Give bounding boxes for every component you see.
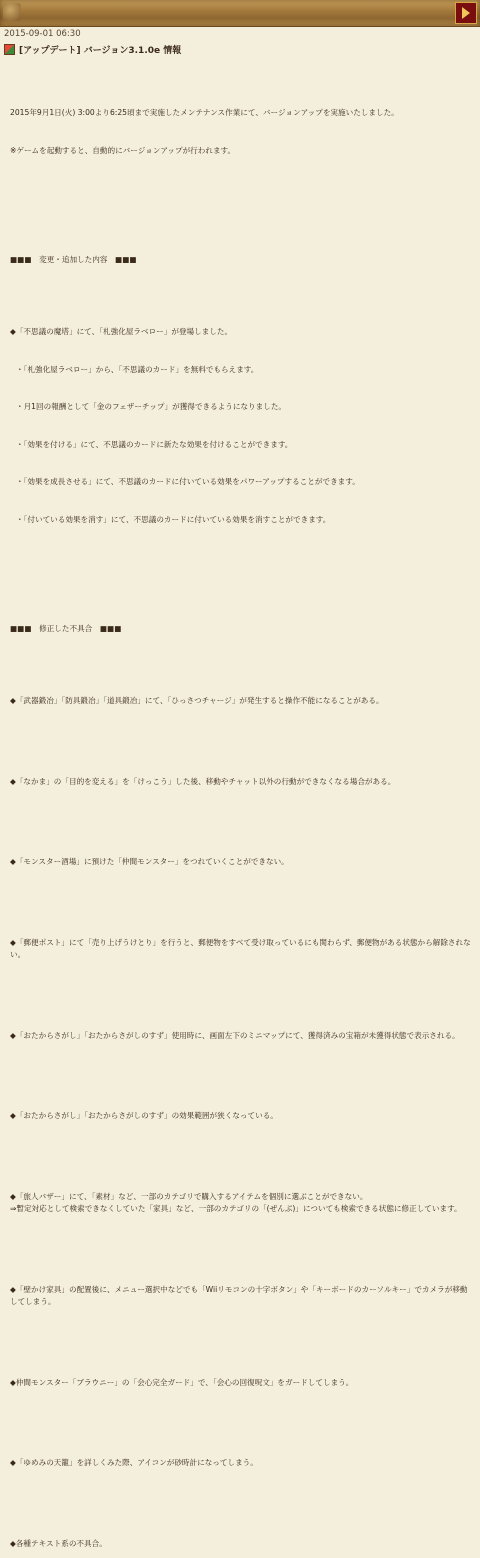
fix-item: ◆「モンスター酒場」に預けた「仲間モンスター」をつれていくことができない。 <box>10 857 289 866</box>
changes-heading: ■■■ 変更・追加した内容 ■■■ <box>10 254 137 264</box>
fix-item: ◆仲間モンスター「ブラウニー」の「会心完全ガード」で、「会心の回復呪文」をガードしてしまう。 <box>10 1377 354 1387</box>
changes-lead: ◆「不思議の魔塔」にて、「札強化屋ラベロー」が登場しました。 <box>10 327 233 336</box>
news-icon <box>4 44 15 55</box>
intro-line-2: ※ゲームを起動すると、自動的にバージョンアップが行われます。 <box>10 145 236 155</box>
changes-item: ・「付いている効果を消す」にて、不思議のカードに付いている効果を消すことができます。 <box>16 514 331 524</box>
changes-item: ・「札強化屋ラベロー」から、「不思議のカード」を無料でもらえます。 <box>16 364 259 374</box>
post-body <box>10 82 472 1558</box>
close-button[interactable] <box>455 2 477 24</box>
intro-line-1: 2015年9月1日(火) 3:00より6:25頃まで実施したメンテナンス作業にて、バージョンアップを実施いたしました。 <box>10 108 399 117</box>
fix-item: ◆「おたからさがし」「おたからさがしのすず」使用時に、画面左下のミニマップにて、獲得済みの宝箱が未獲得状態で表示される。 <box>10 1030 460 1040</box>
fixes-heading: ■■■ 修正した不具合 ■■■ <box>10 623 122 633</box>
fix-item: ◆「なかま」の「目的を変える」を「けっこう」した後、移動やチャット以外の行動ができなくなる場合がある。 <box>10 776 396 786</box>
post-title-row <box>4 43 181 56</box>
fix-item: ◆「旅人バザー」にて、「素材」など、一部のカテゴリで購入するアイテムを個別に選ぶことができない。 ⇒暫定対応として検索できなくしていた「家具」など、一部のカテゴリの「(ぜんぶ)」についても検索できる状態に修正しています。 <box>10 1191 462 1213</box>
post-date: 2015-09-01 06:30 <box>4 29 81 39</box>
fix-item: ◆「郵便ポスト」にて「売り上げうけとり」を行うと、郵便物をすべて受け取っているにも関わらず、郵便物がある状態から解除されない。 <box>10 937 471 959</box>
changes-item: ・月1回の報酬として「金のフェザーチップ」が獲得できるようになりました。 <box>16 402 287 411</box>
arrow-right-icon <box>462 7 470 19</box>
ornament-icon <box>3 3 21 21</box>
fix-item: ◆各種テキスト系の不具合。 <box>10 1538 107 1548</box>
post-title: [アップデート] バージョン3.1.0e 情報 <box>19 46 182 56</box>
title-bar <box>0 0 480 27</box>
fix-item: ◆「ゆめみの天籠」を詳しくみた際、アイコンが砂時計になってしまう。 <box>10 1458 258 1467</box>
changes-item: ・「効果を成長させる」にて、不思議のカードに付いている効果をパワーアップすることができます。 <box>16 477 360 486</box>
fix-item: ◆「おたからさがし」「おたからさがしのすず」の効果範囲が狭くなっている。 <box>10 1111 278 1120</box>
fix-item: ◆「武器鍛冶」「防具鍛冶」「道具鍛冶」にて、「ひっさつチャージ」が発生すると操作不能になることがある。 <box>10 696 384 705</box>
fix-item: ◆「壁かけ家具」の配置後に、メニュー選択中などでも「Wiiリモコンの十字ボタン」や「キーボードのカーソルキー」でカメラが移動してしまう。 <box>10 1284 468 1306</box>
changes-item: ・「効果を付ける」にて、不思議のカードに新たな効果を付けることができます。 <box>16 439 293 449</box>
